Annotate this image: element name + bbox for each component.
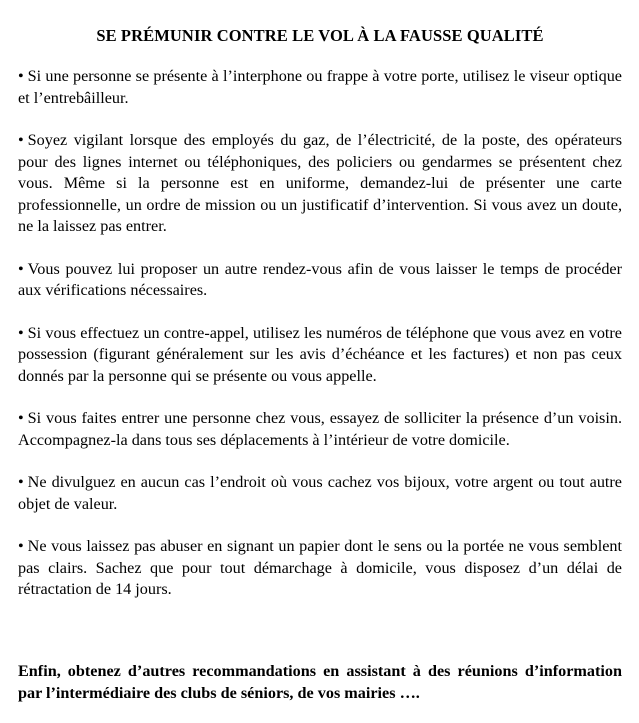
bullet-icon: • [18, 409, 24, 427]
advice-paragraph-3 [18, 259, 622, 302]
bullet-icon: • [18, 259, 24, 278]
closing-statement: Enfin, obtenez d’autres recommandations en assistant à des réunions d’information par l’intermédiaire des clubs de séniors, de vos mairies …. [18, 662, 622, 702]
advice-paragraph-4 [18, 323, 622, 388]
advice-text: Si une personne se présente à l’interphone ou frappe à votre porte, utilisez le viseur optique et l’entrebâilleur. [18, 67, 622, 107]
document-body [18, 26, 622, 622]
advice-text: Soyez vigilant lorsque des employés du gaz, de l’électricité, de la poste, des opérateurs pour des lignes internet ou téléphoniques, des policiers ou gendarmes se présentent chez vous. Même si la personne est en uniforme, demandez-lui de présenter une carte professionnelle, un ordre de mission ou un justificatif d’intervention. Si vous avez un doute, ne la laissez pas entrer. [18, 131, 622, 235]
advice-paragraph-6 [18, 472, 622, 515]
advice-paragraph-1 [18, 66, 622, 109]
advice-text: Si vous effectuez un contre-appel, utilisez les numéros de téléphone que vous avez en votre possession (figurant généralement sur les avis d’échéance et les factures) et non pas ceux donnés par la personne qui se présente ou vous appelle. [18, 323, 622, 385]
bullet-icon: • [18, 537, 24, 555]
advice-paragraph-2 [18, 130, 622, 238]
bullet-icon: • [18, 473, 24, 491]
document-title: SE PRÉMUNIR CONTRE LE VOL À LA FAUSSE QUALITÉ [96, 26, 544, 45]
advice-paragraph-7 [18, 536, 622, 601]
bullet-icon: • [18, 131, 24, 149]
advice-text: Vous pouvez lui proposer un autre rendez-vous afin de vous laisser le temps de procéder aux vérifications nécessaires. [18, 259, 622, 299]
advice-text: Ne divulguez en aucun cas l’endroit où vous cachez vos bijoux, votre argent ou tout autre objet de valeur. [18, 473, 622, 513]
bullet-icon: • [18, 67, 24, 85]
advice-paragraph-5 [18, 408, 622, 451]
bullet-icon: • [18, 323, 24, 342]
advice-text: Si vous faites entrer une personne chez vous, essayez de solliciter la présence d’un voisin. Accompagnez-la dans tous ses déplacements à l’intérieur de votre domicile. [18, 409, 622, 449]
advice-text: Ne vous laissez pas abuser en signant un papier dont le sens ou la portée ne vous semblent pas clairs. Sachez que pour tout démarchage à domicile, vous disposez d’un délai de rétractation de 14 jours. [18, 537, 622, 598]
